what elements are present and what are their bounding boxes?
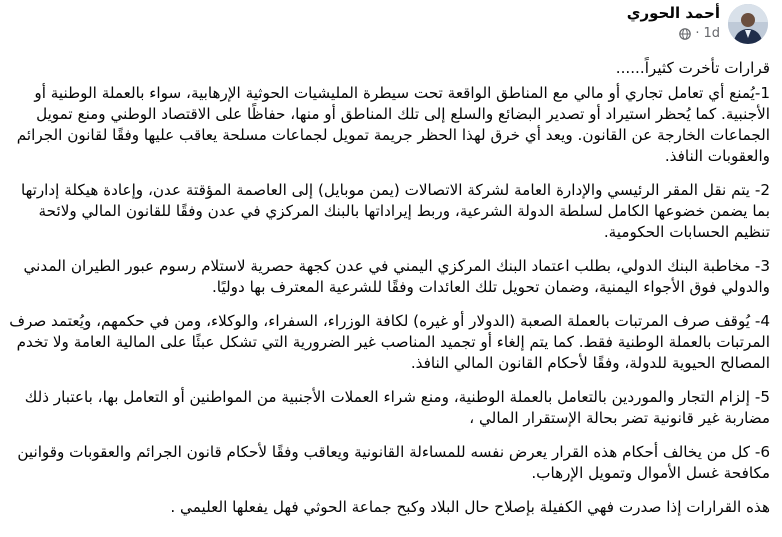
author-name[interactable]: أحمد الحوري	[626, 4, 720, 22]
post-title: قرارات تأخرت كثيراً......	[615, 59, 770, 77]
decision-6: 6- كل من يخالف أحكام هذه القرار يعرض نفسه للمساءلة القانونية ويعاقب وفقًا لأحكام قانون الجرائم والعقوبات وقوانين مكافحة غسل الأموال وتمويل الإرهاب.	[17, 443, 770, 482]
post-meta	[627, 4, 720, 42]
post-timestamp[interactable]: 1d	[703, 26, 720, 41]
post-body	[8, 58, 770, 531]
globe-icon[interactable]	[679, 28, 691, 40]
avatar[interactable]	[728, 4, 768, 44]
decision-3: 3- مخاطبة البنك الدولي، بطلب اعتماد البنك المركزي اليمني في عدن كجهة حصرية لاستلام رسوم عبور الطيران المدني والدولي فوق الأجواء اليمنية، وضمان تحويل تلك العائدات وفقًا للشرعية المعترف بها دوليًا.	[23, 257, 770, 296]
closing-line: هذه القرارات إذا صدرت فهي الكفيلة بإصلاح حال البلاد وكبح جماعة الحوثي فهل يفعلها العليمي .	[170, 498, 770, 516]
decision-5: 5- إلزام التجار والموردين بالتعامل بالعملة الوطنية، ومنع شراء العملات الأجنبية من المواطنين أو التعامل بها، باعتبار ذلك مضاربة غير قانونية تضر بحالة الإستقرار المالي ،	[24, 388, 770, 427]
separator: ·	[695, 26, 700, 41]
decision-1: 1-يُمنع أي تعامل تجاري أو مالي مع المناطق الواقعة تحت سيطرة المليشيات الحوثية الإرهابية، سواء بالعملة الوطنية أو الأجنبية. كما يُحظر استيراد أو تصدير البضائع والسلع إلى تلك المناطق أو منها، حفاظًا على الاقتصاد الوطني ومنع تمويل الجماعات الخارجة عن القانون. ويعد أي خرق لهذا الحظر جريمة تمويل لجماعات مسلحة يعاقب عليها وفقًا لقانون الجرائم والعقوبات النافذ.	[16, 84, 770, 165]
post-header	[627, 4, 768, 44]
decision-4: 4- يُوقف صرف المرتبات بالعملة الصعبة (الدولار أو غيره) لكافة الوزراء، السفراء، والوكلاء، ومن في حكمهم، ويُعتمد صرف المرتبات بالعملة الوطنية فقط. كما يتم إلغاء أو تجميد المناصب غير الضرورية التي تشكل عبئًا على المالية العامة ولا تخدم المصالح الحيوية للدولة، وفقًا لأحكام القانون المالي النافذ.	[9, 312, 770, 372]
post-subline	[627, 26, 720, 42]
decision-2: 2- يتم نقل المقر الرئيسي والإدارة العامة لشركة الاتصالات (يمن موبايل) إلى العاصمة المؤقتة عدن، وإعادة هيكلة إدارتها بما يضمن خضوعها الكامل لسلطة الدولة الشرعية، وربط إيراداتها بالبنك المركزي في عدن وفقًا للقانون المالي ولائحة تنظيم الحسابات الحكومية.	[20, 181, 770, 241]
